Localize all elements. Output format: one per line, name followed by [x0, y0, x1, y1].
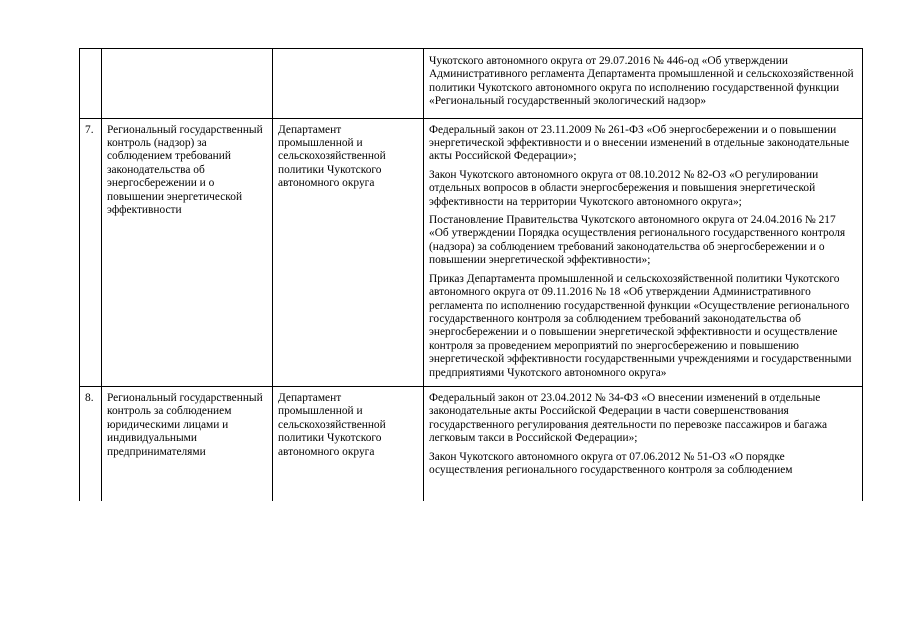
- authority-cell: Департамент промышленной и сельскохозяйственной политики Чукотского автономного округа: [273, 118, 424, 386]
- legal-act: Закон Чукотского автономного округа от 08.10.2012 № 82-ОЗ «О регулировании отдельных вопросов в области энергосбережения и повышения энергетической эффективности на территории Чукотского автономного округа»;: [429, 168, 819, 208]
- legal-acts-cell: [424, 386, 863, 500]
- control-type-cell: Региональный государственный контроль (надзор) за соблюдением требований законодательства об энергосбережении и о повышении энергетической эффективности: [102, 118, 273, 386]
- authority-cell: [273, 49, 424, 119]
- legal-act: Постановление Правительства Чукотского автономного округа от 24.04.2016 № 217 «Об утверждении Порядка осуществления регионального государственного контроля (надзора) за соблюдением требований законодательства об энергосбережении и о повышении энергетической эффективности»;: [429, 214, 846, 267]
- legal-acts-cell: [424, 49, 863, 119]
- legal-act: Приказ Департамента промышленной и сельскохозяйственной политики Чукотского автономного округа от 09.11.2016 № 18 «Об утверждении Административного регламента по исполнению государственной функции «Осуществление регионального государственного контроля за соблюдением требований законодательства об энергосбережении и о повышении энергетической эффективности и осуществление контроля за проведением мероприятий по энергосбережению и повышению энергетической эффективности государственными учреждениями и государственными предприятиями Чукотского автономного округа»: [429, 272, 852, 379]
- control-type-cell: [102, 49, 273, 119]
- table-row-continuation: [80, 49, 863, 119]
- authority-cell: Департамент промышленной и сельскохозяйственной политики Чукотского автономного округа: [273, 386, 424, 500]
- legal-act: Федеральный закон от 23.11.2009 № 261-ФЗ «Об энергосбережении и о повышении энергетической эффективности и о внесении изменений в отдельные законодательные акты Российской Федерации»;: [429, 123, 850, 163]
- row-number: 8.: [80, 386, 102, 500]
- row-number: 7.: [80, 118, 102, 386]
- row-number: [80, 49, 102, 119]
- regulations-table: [79, 48, 863, 501]
- table-row-8: [80, 386, 863, 500]
- legal-act: Чукотского автономного округа от 29.07.2016 № 446-од «Об утверждении Административного регламента Департамента промышленной и сельскохозяйственной политики Чукотского автономного округа по исполнению государственной функции «Региональный государственный экологический надзор»: [429, 55, 854, 108]
- legal-acts-cell: [424, 118, 863, 386]
- legal-act: Закон Чукотского автономного округа от 07.06.2012 № 51-ОЗ «О порядке осуществления регионального государственного контроля за соблюдением: [429, 450, 793, 476]
- table-row-7: [80, 118, 863, 386]
- legal-act: Федеральный закон от 23.04.2012 № 34-ФЗ «О внесении изменений в отдельные законодательные акты Российской Федерации в части совершенствования государственного регулирования деятельности по перевозке пассажиров и багажа легковым такси в Российской Федерации»;: [429, 391, 828, 445]
- control-type-cell: Региональный государственный контроль за соблюдением юридическими лицами и индивидуальными предпринимателями: [102, 386, 273, 500]
